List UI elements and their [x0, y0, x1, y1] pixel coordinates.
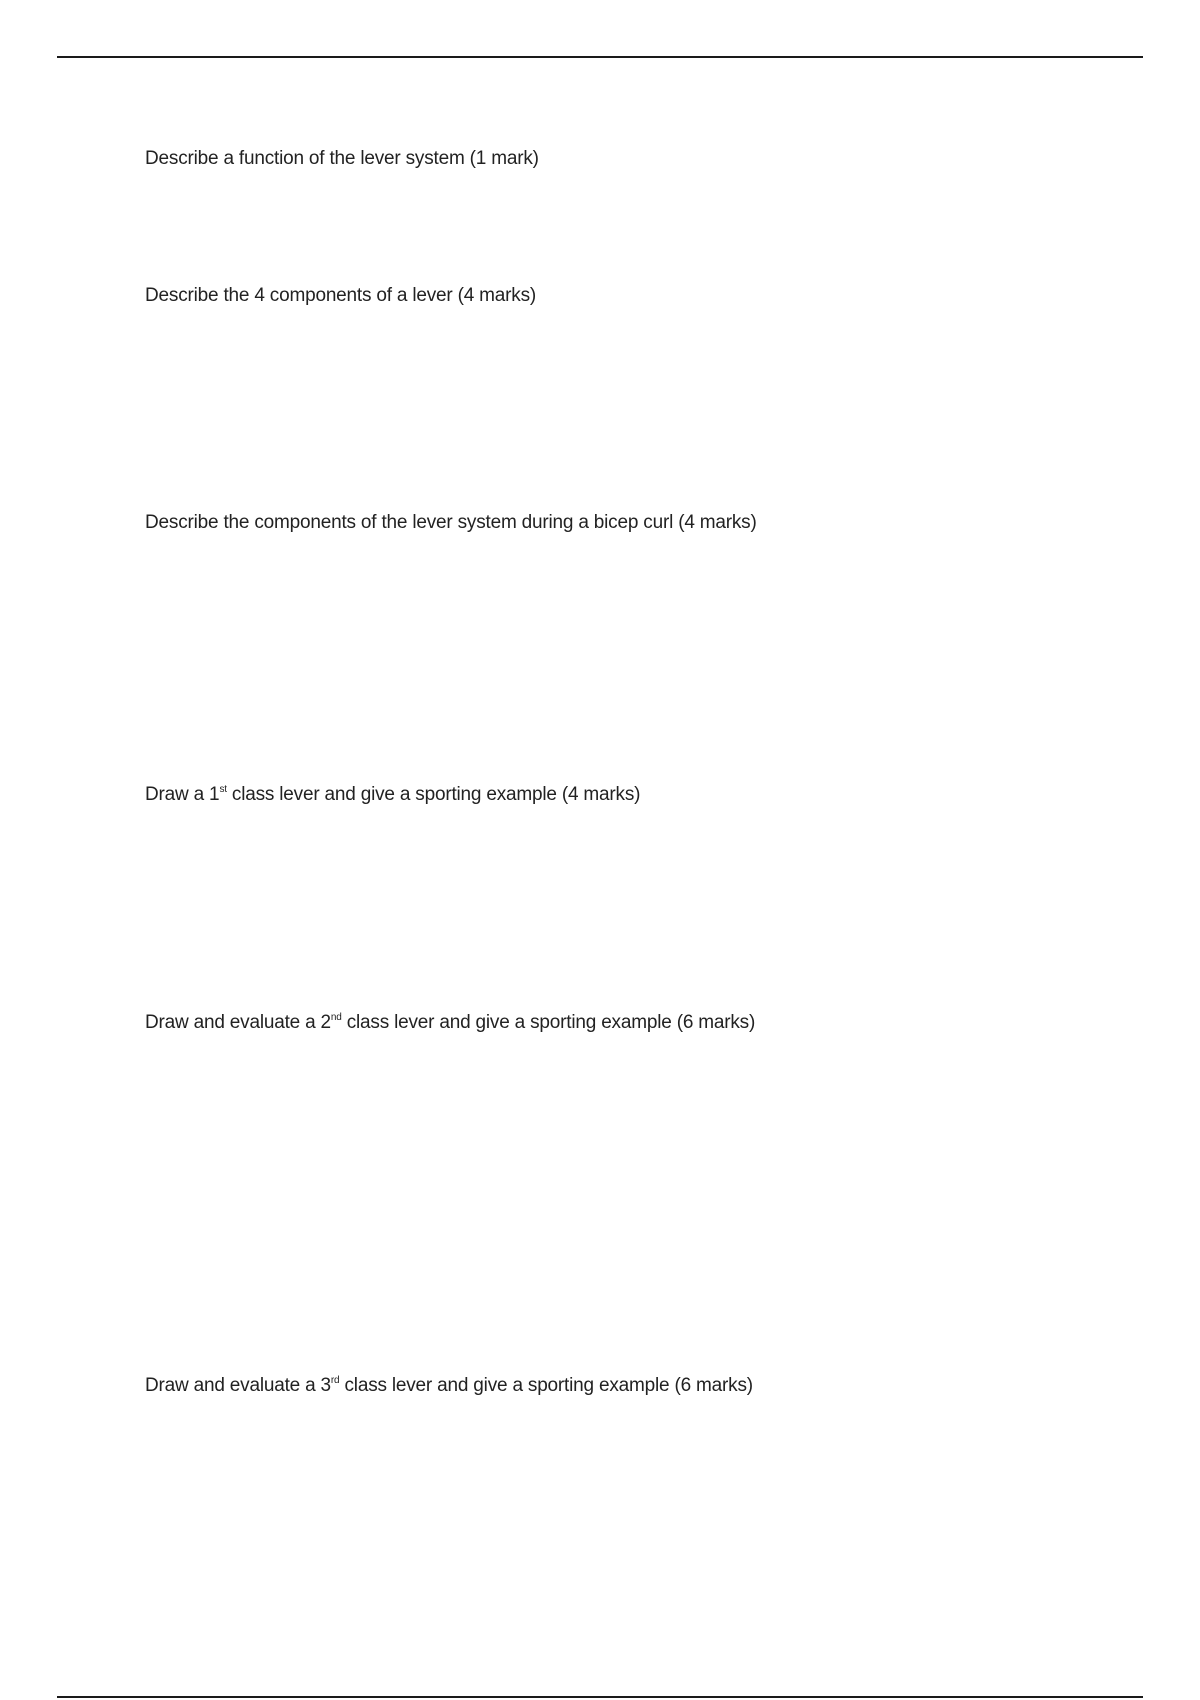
question-text: Draw and evaluate a 2 — [145, 1012, 331, 1033]
question-6 — [145, 1374, 753, 1398]
question-text: Describe the 4 components of a lever (4 marks) — [145, 285, 537, 306]
question-text-continued: class lever and give a sporting example (4 marks) — [226, 784, 641, 805]
ordinal-suffix: nd — [330, 1012, 342, 1023]
question-2 — [145, 284, 536, 308]
ordinal-suffix: st — [219, 784, 227, 795]
question-3 — [145, 511, 757, 535]
question-5 — [145, 1011, 755, 1035]
header-rule — [57, 56, 1143, 58]
question-text: Draw a 1 — [145, 784, 220, 805]
footer-rule — [57, 1696, 1143, 1698]
question-text: Describe a function of the lever system (1 mark) — [145, 148, 539, 169]
question-text: Describe the components of the lever system during a bicep curl (4 marks) — [145, 512, 757, 533]
question-text: Draw and evaluate a 3 — [145, 1375, 331, 1396]
question-text-continued: class lever and give a sporting example (6 marks) — [339, 1375, 753, 1396]
question-4 — [145, 783, 640, 807]
question-text-continued: class lever and give a sporting example (6 marks) — [341, 1012, 756, 1033]
question-1 — [145, 147, 539, 171]
ordinal-suffix: rd — [330, 1375, 340, 1386]
